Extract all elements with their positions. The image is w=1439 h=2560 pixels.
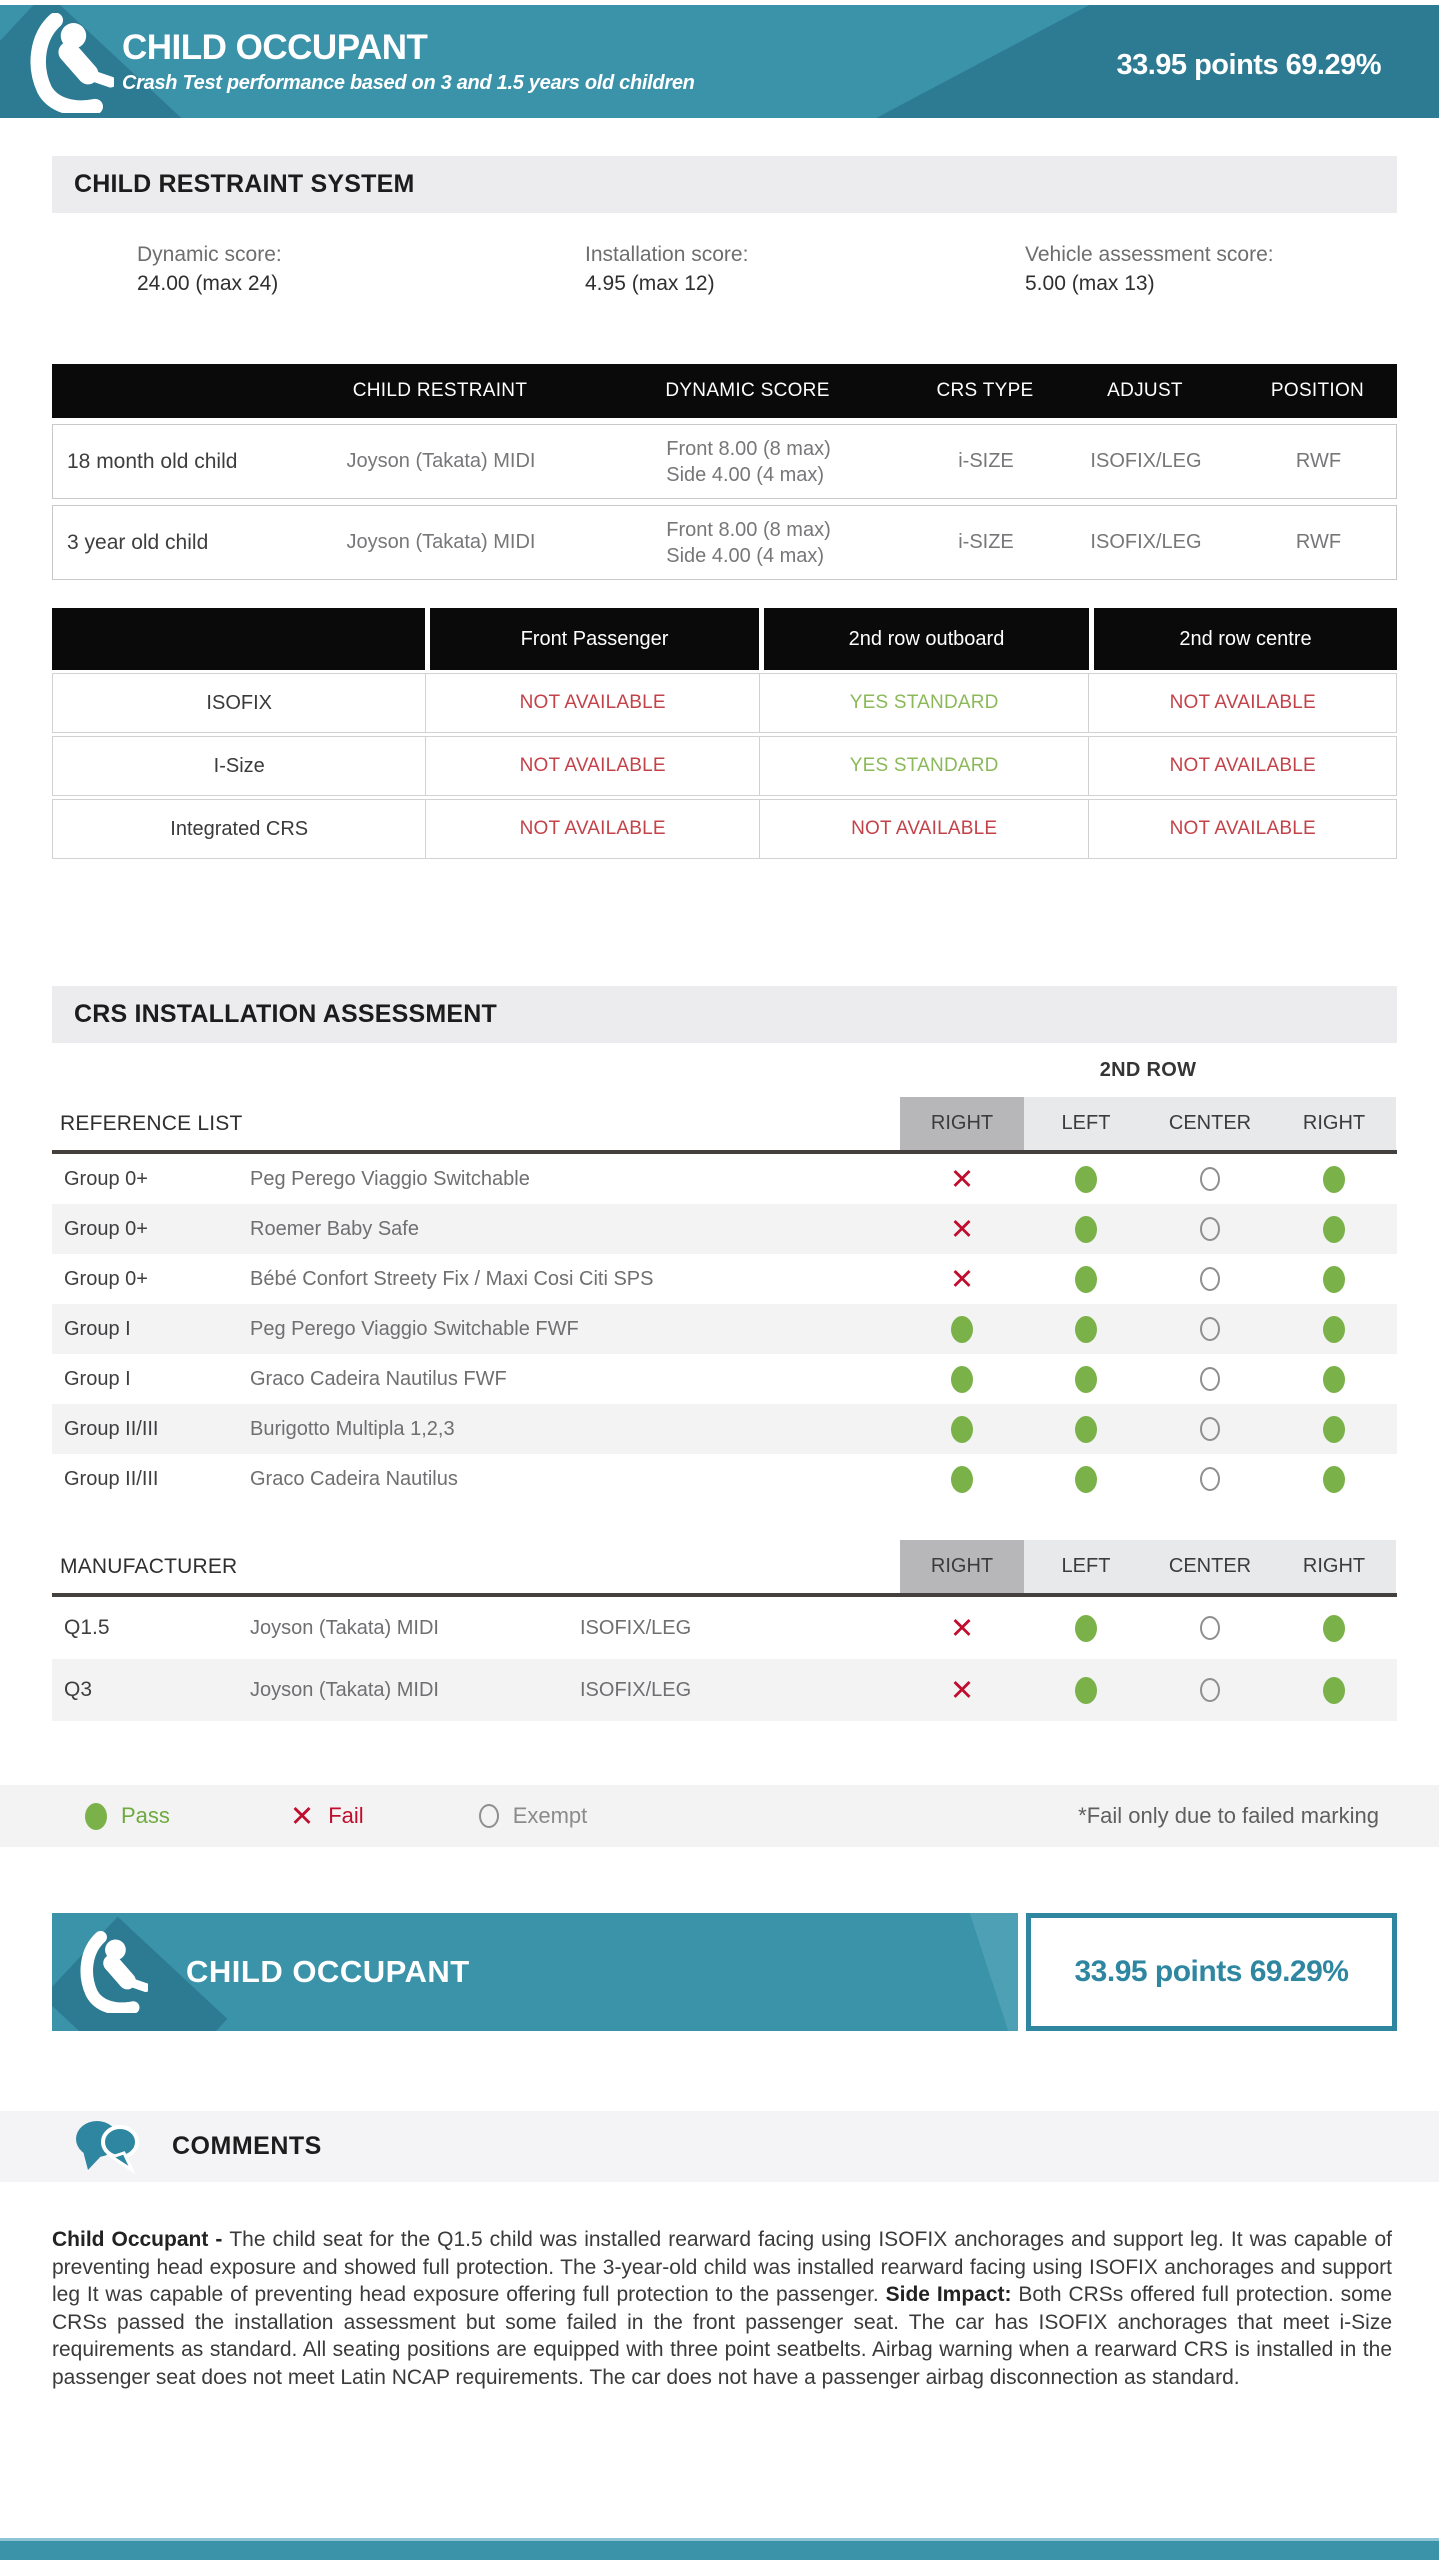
column-header: CRS TYPE (936, 380, 1034, 401)
group-label: Group II/III (64, 1417, 159, 1440)
legend-note: *Fail only due to failed marking (1078, 1803, 1379, 1828)
marks (900, 1672, 1396, 1707)
mark-cell (1272, 1266, 1396, 1293)
availability-cell: NOT AVAILABLE (425, 800, 759, 858)
exempt-mark-icon (1200, 1678, 1220, 1702)
availability-cell: YES STANDARD (759, 674, 1089, 732)
mark-cell (1272, 1166, 1396, 1193)
mark-cell (900, 1161, 1024, 1196)
manufacturer-label: MANUFACTURER (60, 1554, 238, 1578)
position-column-header: LEFT (1024, 1097, 1148, 1150)
pass-mark-icon (1323, 1677, 1345, 1704)
exempt-mark-icon (1200, 1417, 1220, 1441)
mark-cell (1148, 1266, 1272, 1293)
installation-section-heading: CRS INSTALLATION ASSESSMENT (52, 986, 1397, 1043)
result-banner (52, 1913, 1397, 2031)
fail-x-icon: ✕ (289, 1798, 315, 1833)
table-row (52, 1454, 1397, 1504)
mark-cell (1024, 1416, 1148, 1443)
mark-cell (1024, 1466, 1148, 1493)
exempt-mark-icon (1200, 1616, 1220, 1640)
pass-mark-icon (1075, 1266, 1097, 1293)
column-header (52, 608, 425, 670)
column-header: 2nd row outboard (764, 608, 1089, 670)
mark-cell (900, 1316, 1024, 1343)
availability-cell: NOT AVAILABLE (425, 674, 759, 732)
score-summary (52, 243, 1397, 296)
table-row (52, 1404, 1397, 1454)
score-label: Vehicle assessment score: (1025, 243, 1274, 266)
child-restraint-cell: Joyson (Takata) MIDI (346, 450, 536, 472)
crs-type-cell: i-SIZE (958, 531, 1014, 553)
pass-mark-icon (951, 1416, 973, 1443)
comments-heading (0, 2111, 1439, 2182)
score-label: Dynamic score: (137, 243, 282, 266)
position-column-header: RIGHT (1272, 1540, 1396, 1593)
score-value: 4.95 (max 12) (585, 272, 715, 295)
position-column-header: CENTER (1148, 1540, 1272, 1593)
exempt-mark-icon (1200, 1167, 1220, 1191)
exempt-mark-icon (1200, 1317, 1220, 1341)
score-item (52, 243, 502, 296)
page-title: CHILD OCCUPANT (122, 28, 428, 67)
exempt-mark-icon (1200, 1217, 1220, 1241)
seat-name: Peg Perego Viaggio Switchable FWF (250, 1317, 579, 1340)
mark-cell (900, 1466, 1024, 1493)
position-column-header: RIGHT (900, 1097, 1024, 1150)
pass-mark-icon (1075, 1416, 1097, 1443)
seat-name: Graco Cadeira Nautilus FWF (250, 1367, 507, 1390)
legend-exempt: Exempt (479, 1803, 588, 1829)
table-row (52, 505, 1397, 580)
dynamic-score-cell: Front 8.00 (8 max) Side 4.00 (4 max) (666, 518, 831, 567)
fail-mark-icon: ✕ (949, 1261, 975, 1296)
marks (900, 1466, 1396, 1493)
table-row (52, 736, 1397, 796)
exempt-mark-icon (1200, 1367, 1220, 1391)
crs-type-cell: i-SIZE (958, 450, 1014, 472)
crs-section-heading: CHILD RESTRAINT SYSTEM (52, 156, 1397, 213)
mark-cell (1272, 1316, 1396, 1343)
mark-cell (900, 1416, 1024, 1443)
fail-mark-icon: ✕ (949, 1211, 975, 1246)
adjust-cell: ISOFIX/LEG (1090, 531, 1202, 553)
mark-cell (1148, 1166, 1272, 1193)
mark-cell (900, 1211, 1024, 1246)
mark-cell (1024, 1366, 1148, 1393)
mark-cell (1148, 1216, 1272, 1243)
marks (900, 1211, 1396, 1246)
mark-cell (1148, 1615, 1272, 1642)
child-restraint-table-header (52, 364, 1397, 418)
pass-mark-icon (951, 1366, 973, 1393)
row-label: 3 year old child (67, 530, 209, 554)
row-label: I-Size (213, 754, 265, 777)
second-row-label: 2ND ROW (1099, 1059, 1197, 1081)
marks (900, 1316, 1396, 1343)
mark-cell (1024, 1677, 1148, 1704)
pass-mark-icon (1323, 1166, 1345, 1193)
group-label: Group I (64, 1317, 131, 1340)
score-item (942, 243, 1392, 296)
child-restraint-table (52, 364, 1397, 580)
availability-table (52, 608, 1397, 859)
group-label: Group 0+ (64, 1167, 148, 1190)
seat-name: Burigotto Multipla 1,2,3 (250, 1417, 455, 1440)
adjust-cell: ISOFIX/LEG (580, 1616, 692, 1639)
mark-cell (900, 1261, 1024, 1296)
group-label: Group I (64, 1367, 131, 1390)
reference-list-header (52, 1097, 1397, 1150)
pass-mark-icon (1075, 1677, 1097, 1704)
table-row (52, 1304, 1397, 1354)
mark-cell (900, 1366, 1024, 1393)
mark-cell (1148, 1677, 1272, 1704)
result-score: 33.95 points 69.29% (1074, 1955, 1349, 1988)
exempt-mark-icon (1200, 1267, 1220, 1291)
mark-cell (1272, 1677, 1396, 1704)
position-column-header: RIGHT (900, 1540, 1024, 1593)
pass-mark-icon (951, 1316, 973, 1343)
availability-cell: YES STANDARD (759, 737, 1089, 795)
seat-name: Joyson (Takata) MIDI (250, 1616, 439, 1639)
reference-list-rows (52, 1154, 1397, 1504)
mark-cell (1024, 1615, 1148, 1642)
seat-name: Peg Perego Viaggio Switchable (250, 1167, 530, 1190)
page-subtitle: Crash Test performance based on 3 and 1.5 years old children (122, 72, 695, 94)
comments-bubbles-icon (72, 2119, 142, 2175)
table-row (52, 1354, 1397, 1404)
column-header: Front Passenger (430, 608, 759, 670)
mark-cell (1148, 1466, 1272, 1493)
availability-table-header (52, 608, 1397, 670)
legend-fail: ✕ Fail (289, 1798, 364, 1833)
group-label: Group 0+ (64, 1267, 148, 1290)
exempt-circle-icon (479, 1804, 499, 1828)
mark-cell (1148, 1366, 1272, 1393)
comments-body: Child Occupant - The child seat for the Q1.5 child was installed rearward facing using ISOFIX anchorages and support leg. It was capable of preventing head exposure and showed full protection. The 3-year-old child was installed rearward facing using ISOFIX anchorages and support leg It was capable of preventing head exposure offering full protection to the passenger. Side Impact: Both CRSs offered full protection. some CRSs passed the installation assessment but some failed in the front passenger seat. The car has ISOFIX anchorages that meet i-Size requirements as standard. All seating positions are equipped with three point seatbelts. Airbag warning when a rearward CRS is installed in the passenger seat does not meet Latin NCAP requirements. The car does not have a passenger airbag disconnection as standard. (52, 2228, 1392, 2389)
pass-mark-icon (1323, 1466, 1345, 1493)
column-header: DYNAMIC SCORE (665, 380, 830, 401)
reference-list-label: REFERENCE LIST (60, 1111, 243, 1135)
score-label: Installation score: (585, 243, 749, 266)
marks (900, 1161, 1396, 1196)
mark-cell (1024, 1266, 1148, 1293)
position-column-header: CENTER (1148, 1097, 1272, 1150)
score-item (502, 243, 942, 296)
fail-mark-icon: ✕ (949, 1610, 975, 1645)
child-seat-icon (74, 1931, 148, 2013)
mark-cell (1272, 1466, 1396, 1493)
mark-cell (900, 1672, 1024, 1707)
position-cell: RWF (1295, 450, 1342, 472)
header-banner (0, 5, 1439, 118)
table-row (52, 1597, 1397, 1659)
child-seat-icon (22, 13, 114, 113)
pass-dot-icon (85, 1803, 107, 1830)
fail-mark-icon: ✕ (949, 1161, 975, 1196)
result-banner-main (52, 1913, 1018, 2031)
table-row (52, 1659, 1397, 1721)
mark-cell (1272, 1366, 1396, 1393)
mark-cell (1272, 1416, 1396, 1443)
mark-cell (1024, 1166, 1148, 1193)
pass-mark-icon (1323, 1216, 1345, 1243)
table-row (52, 1154, 1397, 1204)
score-value: 24.00 (max 24) (137, 272, 279, 295)
pass-mark-icon (1075, 1166, 1097, 1193)
dummy-label: Q3 (64, 1678, 93, 1701)
availability-cell: NOT AVAILABLE (1088, 800, 1396, 858)
marks (900, 1261, 1396, 1296)
table-row (52, 673, 1397, 733)
pass-mark-icon (1075, 1316, 1097, 1343)
table-row (52, 799, 1397, 859)
mark-cell (1272, 1615, 1396, 1642)
column-header: CHILD RESTRAINT (352, 380, 528, 401)
availability-cell: NOT AVAILABLE (1088, 737, 1396, 795)
child-restraint-cell: Joyson (Takata) MIDI (346, 531, 536, 553)
pass-mark-icon (951, 1466, 973, 1493)
position-column-header: LEFT (1024, 1540, 1148, 1593)
column-header: POSITION (1270, 380, 1365, 401)
pass-mark-icon (1075, 1615, 1097, 1642)
adjust-cell: ISOFIX/LEG (580, 1678, 692, 1701)
mark-cell (900, 1610, 1024, 1645)
pass-mark-icon (1323, 1366, 1345, 1393)
column-header: 2nd row centre (1094, 608, 1397, 670)
fail-mark-icon: ✕ (949, 1672, 975, 1707)
seat-name: Bébé Confort Streety Fix / Maxi Cosi Citi SPS (250, 1267, 654, 1290)
mark-cell (1148, 1416, 1272, 1443)
adjust-cell: ISOFIX/LEG (1090, 450, 1202, 472)
marks (900, 1610, 1396, 1645)
row-label: Integrated CRS (170, 817, 309, 840)
pass-mark-icon (1323, 1416, 1345, 1443)
manufacturer-rows (52, 1597, 1397, 1721)
position-cell: RWF (1295, 531, 1342, 553)
pass-mark-icon (1323, 1615, 1345, 1642)
group-label: Group 0+ (64, 1217, 148, 1240)
position-column-header: RIGHT (1272, 1097, 1396, 1150)
pass-mark-icon (1075, 1466, 1097, 1493)
result-score-box (1026, 1913, 1397, 2031)
comments-title: COMMENTS (172, 2132, 322, 2160)
pass-mark-icon (1075, 1216, 1097, 1243)
group-label: Group II/III (64, 1467, 159, 1490)
seat-name: Graco Cadeira Nautilus (250, 1467, 458, 1490)
row-label: ISOFIX (206, 691, 272, 714)
table-row (52, 1254, 1397, 1304)
marks (900, 1416, 1396, 1443)
legend-bar (0, 1785, 1439, 1847)
dynamic-score-cell: Front 8.00 (8 max) Side 4.00 (4 max) (666, 437, 831, 486)
dummy-label: Q1.5 (64, 1616, 110, 1639)
pass-mark-icon (1323, 1316, 1345, 1343)
column-header: ADJUST (1107, 380, 1183, 401)
mark-cell (1024, 1216, 1148, 1243)
pass-mark-icon (1323, 1266, 1345, 1293)
mark-cell (1148, 1316, 1272, 1343)
mark-cell (1272, 1216, 1396, 1243)
header-score: 33.95 points 69.29% (1116, 49, 1381, 81)
table-row (52, 1204, 1397, 1254)
pass-mark-icon (1075, 1366, 1097, 1393)
footer-bar (0, 2538, 1439, 2560)
mark-cell (1024, 1316, 1148, 1343)
manufacturer-header (52, 1540, 1397, 1593)
seat-name: Roemer Baby Safe (250, 1217, 419, 1240)
result-banner-title: CHILD OCCUPANT (186, 1954, 470, 1989)
legend-pass: Pass (85, 1803, 170, 1830)
row-label: 18 month old child (67, 449, 238, 473)
marks (900, 1366, 1396, 1393)
table-row (52, 424, 1397, 499)
availability-cell: NOT AVAILABLE (1088, 674, 1396, 732)
availability-cell: NOT AVAILABLE (425, 737, 759, 795)
score-value: 5.00 (max 13) (1025, 272, 1155, 295)
seat-name: Joyson (Takata) MIDI (250, 1678, 439, 1701)
exempt-mark-icon (1200, 1467, 1220, 1491)
availability-cell: NOT AVAILABLE (759, 800, 1089, 858)
